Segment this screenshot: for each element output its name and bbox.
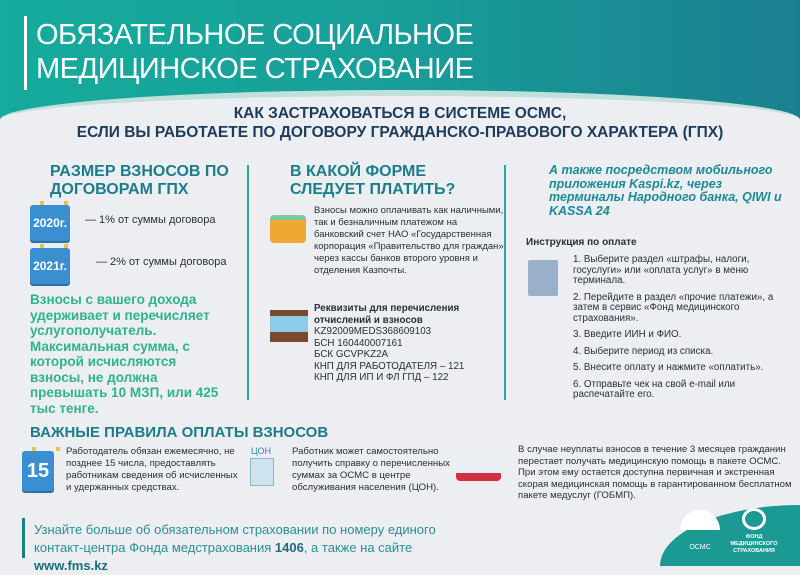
- bsn: БСН 160440007161: [314, 337, 403, 349]
- footer-text: Узнайте больше об обязательном страховании по номеру единого контакт-центра Фонда медстрахования: [34, 522, 436, 555]
- instruction-steps: [573, 255, 783, 407]
- footer-accent-bar: [22, 518, 25, 558]
- subtitle-line: ЕСЛИ ВЫ РАБОТАЕТЕ ПО ДОГОВОРУ ГРАЖДАНСКО-ПРАВОВОГО ХАРАКТЕРА (ГПХ): [76, 124, 724, 141]
- calendar-icon: 2021г.: [30, 248, 70, 284]
- terminal-icon: [528, 260, 558, 296]
- knp-individual: КНП ДЛЯ ИП И ФЛ ГПД – 122: [314, 372, 449, 383]
- rule-employer: Работодатель обязан ежемесячно, не позднее 15 числа, предоставлять работникам сведения об исчисленных и удержанных средствах.: [66, 446, 238, 493]
- calendar-15-icon: 15: [22, 451, 54, 491]
- footer-text: , а также на сайте: [303, 540, 413, 555]
- contribution-note: Взносы с вашего дохода удерживает и перечисляет услугополучатель. Максимальная сумма, с которой исчисляются взносы, не должна превышать 10 МЗП, или 425 тыс тенге.: [30, 292, 219, 416]
- ambulance-icon: [456, 453, 501, 481]
- website-link[interactable]: www.fms.kz: [34, 558, 108, 573]
- step: 1. Выберите раздел «штрафы, налоги, госуслуги» или «оплата услуг» в меню терминала.: [573, 254, 750, 286]
- rule-worker: Работник может самостоятельно получить справку о перечисленных суммах за ОСМС в центре обслуживания населения (ЦОН).: [292, 446, 450, 493]
- payment-form-heading: В КАКОЙ ФОРМЕ СЛЕДУЕТ ПЛАТИТЬ?: [290, 163, 456, 198]
- rate-2021: — 2% от суммы договора: [96, 256, 227, 268]
- iban: KZ92009MEDS368609103: [314, 326, 432, 337]
- rate-2020: — 1% от суммы договора: [85, 214, 216, 226]
- step: 4. Выберите период из списка.: [573, 345, 714, 357]
- column-divider: [504, 165, 506, 400]
- bsk: БСК GCVPKZ2A: [314, 349, 389, 360]
- con-building-icon: [250, 458, 274, 486]
- phone-number: 1406: [274, 540, 304, 555]
- title-line: МЕДИЦИНСКОЕ СТРАХОВАНИЕ: [36, 53, 474, 85]
- fund-logo-text: ФОНД МЕДИЦИНСКОГО СТРАХОВАНИЯ: [730, 534, 778, 554]
- osms-umbrella-logo: [680, 510, 720, 530]
- calendar-icon: 2020г.: [30, 205, 70, 241]
- page-title: [36, 18, 473, 86]
- alternative-channels: А также посредством мобильного приложения Kaspi.kz, через терминалы Народного банка, QIWI и KASSA 24: [549, 163, 782, 218]
- rule-nonpayment: В случае неуплаты взносов в течение 3 месяцев гражданин перестает получать медицинскую помощь в пакете ОСМС. При этом ему остается доступна первичная и экстренная скорая медицинская помощь в гарантированном бесплатном пакете медуслуг (ГОБМП).: [518, 444, 792, 501]
- subtitle-line: КАК ЗАСТРАХОВАТЬСЯ В СИСТЕМЕ ОСМС,: [233, 105, 567, 122]
- column-divider: [247, 165, 249, 400]
- title-accent-bar: [24, 16, 27, 90]
- con-label: ЦОН: [251, 446, 271, 456]
- bank-icon: [270, 310, 308, 342]
- fund-logo-icon: [742, 508, 766, 530]
- step: 2. Перейдите в раздел «прочие платежи», а затем в сервис «Фонд медицинского страхования».: [573, 291, 774, 324]
- rules-heading: ВАЖНЫЕ ПРАВИЛА ОПЛАТЫ ВЗНОСОВ: [30, 424, 329, 441]
- knp-employer: КНП ДЛЯ РАБОТОДАТЕЛЯ – 121: [314, 360, 465, 372]
- step: 3. Введите ИИН и ФИО.: [573, 329, 682, 340]
- title-line: ОБЯЗАТЕЛЬНОЕ СОЦИАЛЬНОЕ: [36, 19, 474, 51]
- osms-logo-text: ОСМС: [689, 544, 711, 551]
- instruction-title: Инструкция по оплате: [526, 237, 637, 248]
- footer-contact: [34, 521, 474, 575]
- step: 6. Отправьте чек на свой e-mail или распечатайте его.: [573, 378, 736, 400]
- details-title: Реквизиты для перечисления отчислений и взносов: [314, 303, 460, 326]
- page-subtitle: [0, 104, 800, 142]
- wallet-icon: [270, 215, 306, 243]
- step: 5. Внесите оплату и нажмите «оплатить».: [573, 362, 764, 373]
- bank-details: [314, 303, 504, 384]
- payment-text: Взносы можно оплачивать как наличными, так и безналичным платежом на банковский счет НАО «Государственная корпорация «Правительство для граждан» через кассы банков второго уровня и отделения Казпочты.: [314, 205, 504, 276]
- contribution-size-heading: РАЗМЕР ВЗНОСОВ ПО ДОГОВОРАМ ГПХ: [50, 163, 229, 198]
